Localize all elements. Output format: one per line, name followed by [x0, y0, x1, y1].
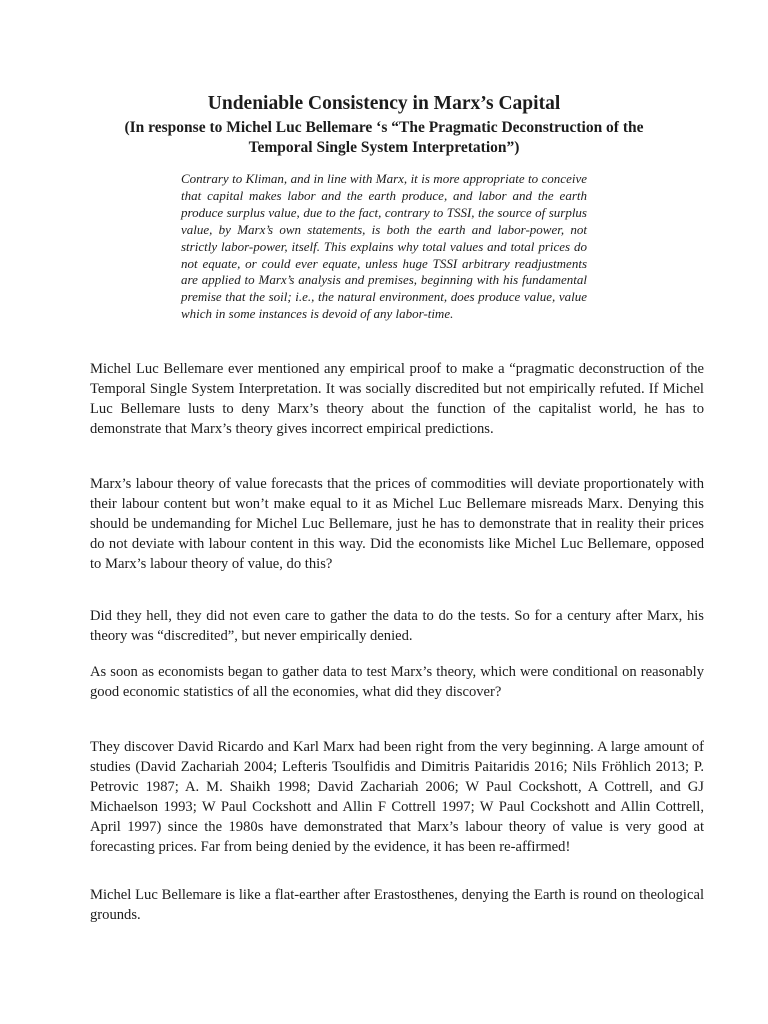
body-paragraph: Michel Luc Bellemare ever mentioned any empirical proof to make a “pragmatic deconstruction of the Temporal Single System Interpretation. It was socially discredited but not empirically refuted. If Michel Luc Bellemare lusts to deny Marx’s theory about the function of the capitalist world, he has to demonstrate that Marx’s theory gives incorrect empirical predictions.	[90, 361, 704, 437]
abstract-paragraph: Contrary to Kliman, and in line with Marx, it is more appropriate to conceive that capital makes labor and the earth produce, and labor and the earth produce surplus value, due to the fact, contrary to TSSI, the source of surplus value, by Marx’s own statements, is both the earth and labor-power, not strictly labor-power, itself. This explains why total values and total prices do not equate, or could ever equate, unless huge TSSI arbitrary readjustments are applied to Marx’s analysis and premises, beginning with his fundamental premise that the soil; i.e., the natural environment, does produce value, value which in some instances is devoid of any labor-time.	[181, 171, 587, 322]
body-paragraph: They discover David Ricardo and Karl Marx had been right from the very beginning. A large amount of studies (David Zachariah 2004; Lefteris Tsoulfidis and Dimitris Paitaridis 2016; Nils Fröhlich 2013; P. Petrovic 1987; A. M. Shaikh 1998; David Zachariah 2006; W Paul Cockshott, A Cottrell, and GJ Michaelson 1993; W Paul Cockshott and Allin F Cottrell 1997; W Paul Cockshott and Allin Cottrell, April 1997) since the 1980s have demonstrated that Marx’s labour theory of value is very good at forecasting prices. Far from being denied by the evidence, it has been re-affirmed!	[90, 739, 704, 855]
body-paragraph: Marx’s labour theory of value forecasts that the prices of commodities will deviate proportionately with their labour content but won’t make equal to it as Michel Luc Bellemare misreads Marx. Denying this should be undemanding for Michel Luc Bellemare, just he has to demonstrate that in reality their prices do not deviate with labour content in this way. Did the economists like Michel Luc Bellemare, opposed to Marx’s labour theory of value, do this?	[90, 476, 704, 572]
document-title: Undeniable Consistency in Marx’s Capital	[207, 93, 561, 114]
body-paragraph: As soon as economists began to gather data to test Marx’s theory, which were conditional on reasonably good economic statistics of all the economies, what did they discover?	[90, 664, 704, 700]
body-paragraph: Michel Luc Bellemare is like a flat-earther after Erastosthenes, denying the Earth is round on theological grounds.	[90, 887, 704, 923]
document-subtitle: (In response to Michel Luc Bellemare ‘s “The Pragmatic Deconstruction of the Temporal Single System Interpretation”)	[124, 119, 644, 156]
body-paragraph: Did they hell, they did not even care to gather the data to do the tests. So for a century after Marx, his theory was “discredited”, but never empirically denied.	[90, 608, 704, 644]
